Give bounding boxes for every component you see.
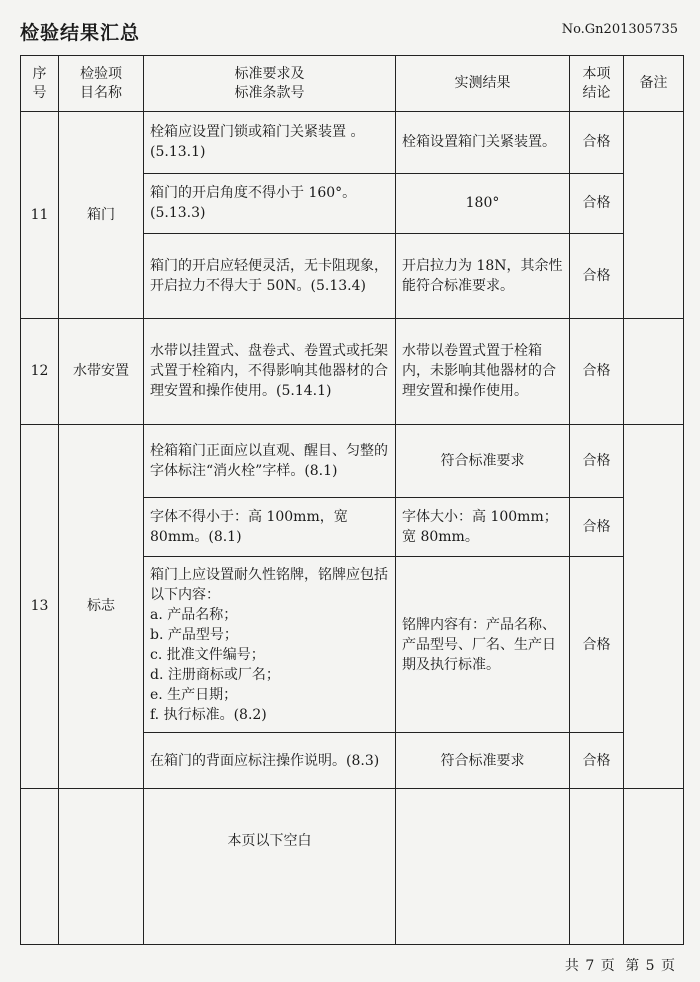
conclusion-cell: 合格 [570, 112, 624, 173]
report-number: No.Gn201305735 [561, 22, 678, 37]
blank-cell [396, 789, 570, 945]
result-cell: 180° [396, 173, 570, 233]
seq-cell: 11 [21, 112, 59, 319]
total-pages: 共 7 页 [564, 958, 616, 974]
requirement-cell: 栓箱箱门正面应以直观、醒目、匀整的字体标注“消火栓”字样。(8.1) [144, 424, 396, 497]
header-conclusion: 本项 结论 [570, 56, 624, 112]
header-remark: 备注 [624, 56, 684, 112]
item-name-cell: 箱门 [59, 112, 144, 319]
requirement-list-item: d. 注册商标或厂名； [150, 666, 280, 683]
header-result: 实测结果 [396, 56, 570, 112]
results-table [20, 55, 684, 945]
blank-cell [21, 789, 59, 945]
requirement-list-item: b. 产品型号； [150, 626, 238, 643]
remark-cell [624, 112, 684, 319]
result-cell: 符合标准要求 [396, 733, 570, 789]
table-row [21, 424, 684, 497]
page-footer [561, 955, 676, 975]
requirement-list-item: a. 产品名称； [150, 606, 238, 623]
conclusion-cell: 合格 [570, 497, 624, 556]
remark-cell [624, 424, 684, 789]
conclusion-cell: 合格 [570, 319, 624, 424]
remark-cell [624, 319, 684, 424]
item-name-cell: 水带安置 [59, 319, 144, 424]
conclusion-cell: 合格 [570, 733, 624, 789]
requirement-list-item: c. 批准文件编号； [150, 646, 265, 663]
header-item-name: 检验项 目名称 [59, 56, 144, 112]
requirement-cell: 水带以挂置式、盘卷式、卷置式或托架式置于栓箱内，不得影响其他器材的合理安置和操作使用。(5.14.1) [144, 319, 396, 424]
blank-note: 本页以下空白 [144, 789, 396, 945]
requirement-list-item: e. 生产日期； [150, 686, 238, 703]
result-cell: 铭牌内容有：产品名称、产品型号、厂名、生产日期及执行标准。 [396, 557, 570, 733]
requirement-cell: 字体不得小于：高 100mm，宽 80mm。(8.1) [144, 497, 396, 556]
header-seq: 序 号 [21, 56, 59, 112]
current-page: 第 5 页 [625, 958, 676, 974]
seq-cell: 12 [21, 319, 59, 424]
page-title: 检验结果汇总 [20, 22, 141, 44]
seq-cell: 13 [21, 424, 59, 789]
result-cell: 字体大小：高 100mm；宽 80mm。 [396, 497, 570, 556]
blank-cell [624, 789, 684, 945]
requirement-cell: 在箱门的背面应标注操作说明。(8.3) [144, 733, 396, 789]
requirement-cell: 箱门的开启角度不得小于 160°。(5.13.3) [144, 173, 396, 233]
blank-row [21, 789, 684, 945]
blank-cell [59, 789, 144, 945]
table-header-row [21, 56, 684, 112]
requirement-cell: 箱门的开启应轻便灵活，无卡阻现象，开启拉力不得大于 50N。(5.13.4) [144, 233, 396, 318]
result-cell: 符合标准要求 [396, 424, 570, 497]
item-name-cell: 标志 [59, 424, 144, 789]
conclusion-cell: 合格 [570, 424, 624, 497]
result-cell: 栓箱设置箱门关紧装置。 [396, 112, 570, 173]
table-row [21, 112, 684, 173]
requirement-list-item: f. 执行标准。(8.2) [150, 706, 267, 723]
requirement-cell [144, 557, 396, 733]
header-standard: 标准要求及 标准条款号 [144, 56, 396, 112]
requirement-cell: 栓箱应设置门锁或箱门关紧装置 。(5.13.1) [144, 112, 396, 173]
conclusion-cell: 合格 [570, 233, 624, 318]
table-row [21, 319, 684, 424]
result-cell: 水带以卷置式置于栓箱内，未影响其他器材的合理安置和操作使用。 [396, 319, 570, 424]
conclusion-cell: 合格 [570, 557, 624, 733]
result-cell: 开启拉力为 18N，其余性能符合标准要求。 [396, 233, 570, 318]
requirement-text: 箱门上应设置耐久性铭牌，铭牌应包括以下内容： [150, 566, 388, 603]
blank-cell [570, 789, 624, 945]
conclusion-cell: 合格 [570, 173, 624, 233]
